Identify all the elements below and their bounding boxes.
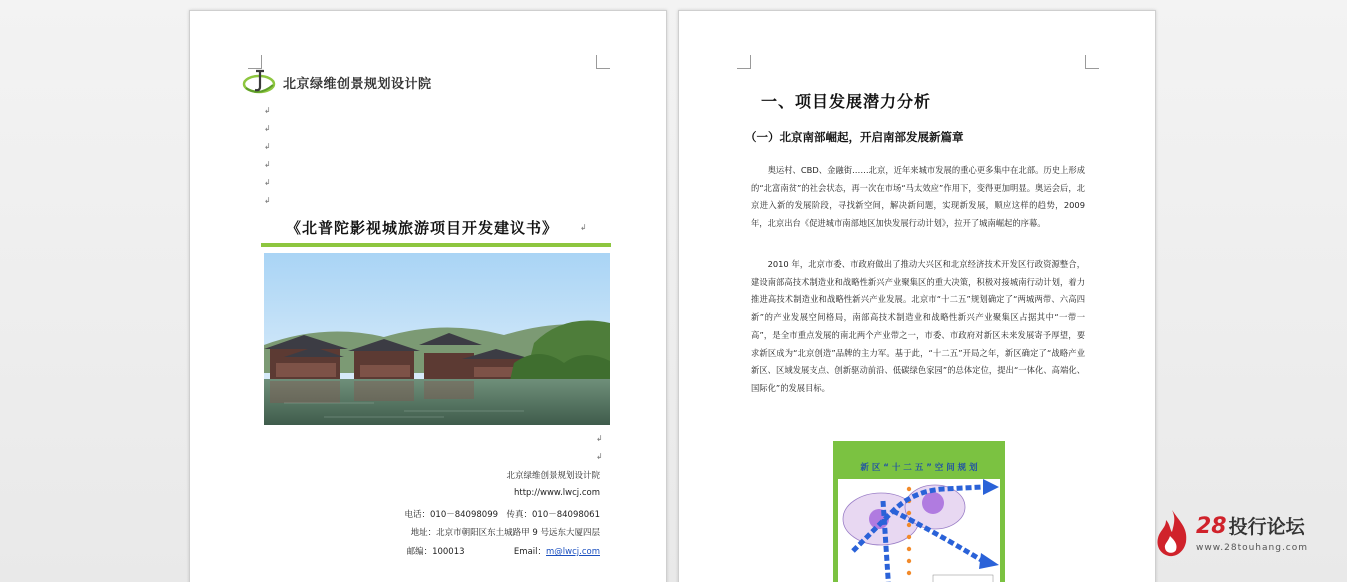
paragraph-mark: ↲: [264, 142, 271, 151]
contact-postcode-email: [407, 545, 600, 557]
crop-mark-top-right: [596, 55, 610, 69]
section-heading: 一、项目发展潜力分析: [761, 92, 932, 111]
paragraph-mark: ↲: [264, 106, 271, 115]
contact-org-name: 北京绿维创景规划设计院: [506, 471, 600, 481]
watermark-brand-name: 投行论坛: [1228, 516, 1305, 538]
paragraph-mark: ↲: [580, 223, 587, 232]
paragraph-mark: ↲: [264, 160, 271, 169]
paragraph-mark: ↲: [264, 124, 271, 133]
contact-website: http://www.lwcj.com: [513, 488, 600, 498]
contact-email-link[interactable]: m@lwcj.com: [546, 547, 600, 557]
content-page: [678, 10, 1156, 582]
watermark-brand: [1196, 512, 1305, 539]
spatial-plan-map: [833, 441, 1005, 582]
title-underline: [261, 243, 611, 247]
contact-postcode: 邮编：100013: [406, 547, 465, 557]
watermark-url: www.28touhang.com: [1196, 543, 1309, 553]
map-title: 新 区 “ 十 二 五 ” 空 间 规 划: [860, 463, 978, 473]
cover-page: [189, 10, 667, 582]
paragraph-mark: ↲: [596, 434, 603, 443]
watermark-brand-number: 28: [1196, 514, 1227, 539]
flame-logo-icon: [1154, 508, 1190, 558]
cover-photo: [264, 253, 610, 425]
contact-phone-fax: 电话：010－84098099 传真：010－84098061: [404, 510, 600, 520]
paragraph-mark: ↲: [264, 178, 271, 187]
subsection-heading: （一）北京南部崛起，开启南部发展新篇章: [745, 130, 964, 144]
crop-mark-top-right: [1085, 55, 1099, 69]
contact-address: 地址：北京市朝阳区东土城路甲 9 号远东大厦四层: [410, 528, 600, 538]
site-watermark: [1154, 506, 1324, 562]
crop-mark-top-left: [737, 55, 751, 69]
institute-logo: [242, 67, 276, 97]
body-paragraph-1: 奥运村、CBD、金融街……北京，近年来城市发展的重心更多集中在北部。历史上形成的“北富南贫”的社会状态，再一次在市场“马太效应”作用下，变得更加明显。奥运会后，北京进入新的发展阶段，寻找新空间，解决新问题，实现新发展，顺应这样的趋势，2009 年，北京出台《促进城市南部地区加快发展行动计划》，拉开了城南崛起的序幕。: [751, 165, 1085, 229]
body-paragraph-2: 2010 年，北京市委、市政府做出了推动大兴区和北京经济技术开发区行政资源整合，建设南部高技术制造业和战略性新兴产业聚集区的重大决策，积极对接城南行动计划，着力推进高技术制造业和战略性新兴产业发展。北京市“十二五”规划确定了“两城两带、六高四新”的产业发展空间格局，南部高技术制造业和战略性新兴产业聚集区占据其中“一带一高”，是全市重点发展的南北两个产业带之一，市委、市政府对新区未来发展寄予厚望，要求新区成为“北京创造”品牌的主力军。基于此，“十二五”开局之年，新区确定了“战略产业新区、区域发展支点、创新驱动前沿、低碳绿色家园”的总体定位，提出“一体化、高端化、国际化”的发展目标。: [751, 259, 1085, 393]
document-title: 《北普陀影视城旅游项目开发建议书》: [286, 219, 559, 237]
institute-name: 北京绿维创景规划设计院: [283, 77, 432, 92]
contact-email-label: Email：: [513, 547, 547, 557]
paragraph-mark: ↲: [596, 452, 603, 461]
paragraph-mark: ↲: [264, 196, 271, 205]
